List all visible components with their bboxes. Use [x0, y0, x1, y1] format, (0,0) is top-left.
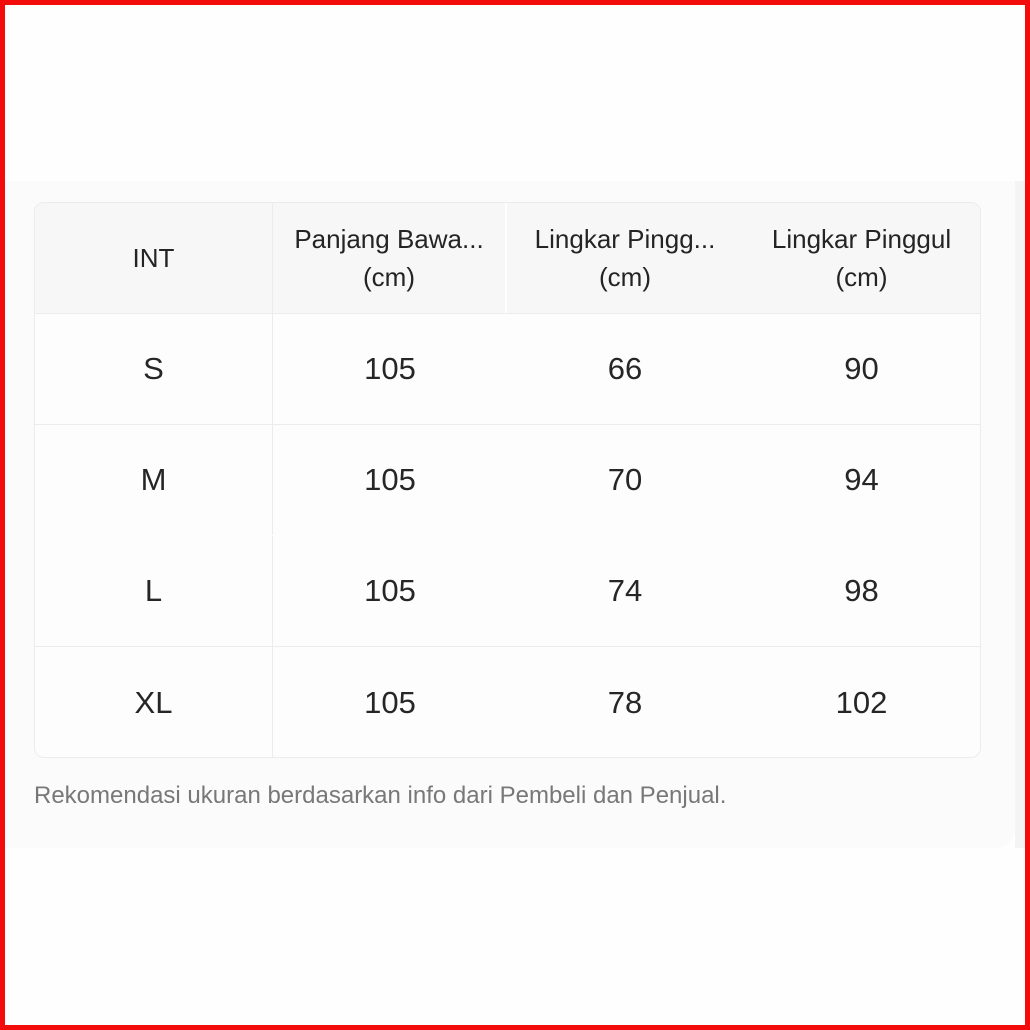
- lingkar-pinggang-cell: [507, 536, 743, 646]
- card-side-shadow: [1015, 181, 1025, 848]
- column-header-lingkar-pinggul: [743, 203, 980, 313]
- lingkar-pinggul-cell: [743, 647, 980, 758]
- cell-value: 102: [835, 684, 888, 720]
- size-cell: [35, 425, 273, 535]
- column-header-panjang-bawah: [273, 203, 507, 313]
- table-header-row: [35, 203, 980, 314]
- column-header-label: Lingkar Pingg... (cm): [534, 224, 716, 292]
- lingkar-pinggul-cell: [743, 536, 980, 646]
- table-row: [35, 425, 980, 536]
- column-header-int: [35, 203, 273, 313]
- cell-value: 94: [844, 462, 879, 497]
- cell-value: L: [144, 573, 163, 608]
- size-cell: [35, 536, 273, 646]
- cell-value: 105: [364, 462, 416, 497]
- column-header-label: INT: [132, 243, 175, 273]
- column-header-lingkar-pinggang: [507, 203, 743, 313]
- lingkar-pinggul-cell: [743, 314, 980, 424]
- lingkar-pinggang-cell: [507, 314, 743, 424]
- cell-value: 78: [607, 684, 643, 720]
- lingkar-pinggang-cell: [507, 425, 743, 535]
- cell-value: 66: [607, 351, 643, 386]
- cell-value: M: [140, 462, 167, 497]
- cell-value: 70: [607, 462, 643, 497]
- panjang-bawah-cell: [273, 314, 507, 424]
- cell-value: 90: [844, 351, 879, 386]
- cell-value: 105: [364, 351, 416, 386]
- panjang-bawah-cell: [273, 536, 507, 646]
- lingkar-pinggang-cell: [507, 647, 743, 758]
- panjang-bawah-cell: [273, 647, 507, 758]
- cell-value: S: [143, 351, 164, 386]
- cell-value: 105: [364, 573, 416, 608]
- table-row: [35, 536, 980, 647]
- column-header-label: Lingkar Pinggul (cm): [771, 224, 952, 292]
- size-cell: [35, 314, 273, 424]
- cell-value: 98: [844, 573, 879, 608]
- cell-value: 105: [364, 684, 416, 720]
- size-recommendation-note: Rekomendasi ukuran berdasarkan info dari Pembeli dan Penjual.: [34, 782, 727, 809]
- column-header-label: Panjang Bawa... (cm): [294, 224, 484, 292]
- table-row: [35, 314, 980, 425]
- lingkar-pinggul-cell: [743, 425, 980, 535]
- cell-value: XL: [134, 684, 173, 720]
- panjang-bawah-cell: [273, 425, 507, 535]
- size-cell: [35, 647, 273, 758]
- size-table: [34, 202, 981, 758]
- cell-value: 74: [607, 573, 643, 608]
- table-row: [35, 647, 980, 758]
